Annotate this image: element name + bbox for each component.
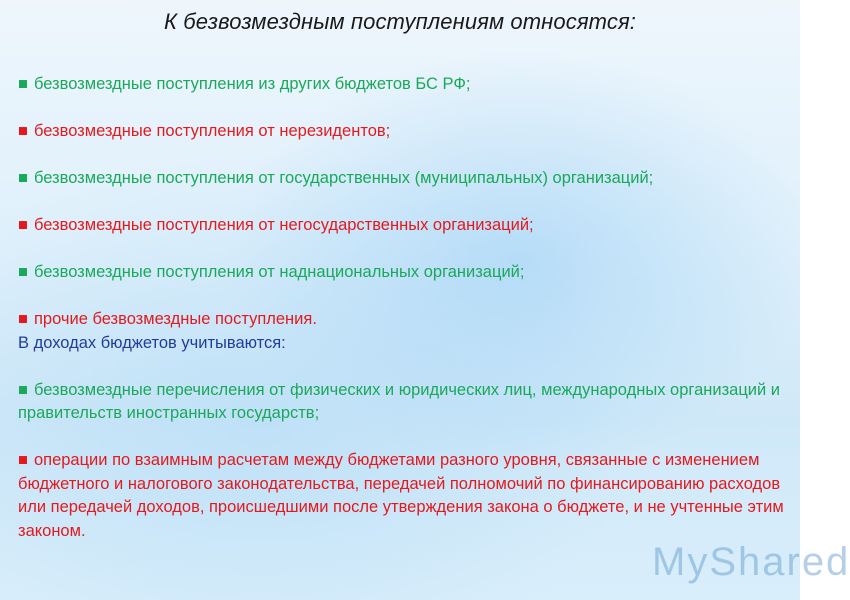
watermark: MyShared — [652, 540, 850, 584]
list-item — [18, 73, 790, 97]
list-item-text: безвозмездные перечисления от физических и юридических лиц, международных организаций и правительств иностранных государств; — [18, 380, 780, 422]
bullet-icon: ■ — [18, 169, 28, 187]
bullet-icon: ■ — [18, 75, 28, 93]
bullet-icon: ■ — [18, 263, 28, 281]
bullet-icon: ■ — [18, 380, 28, 399]
list-item-text: безвозмездные поступления от нерезидентов; — [33, 122, 391, 140]
content — [18, 73, 790, 543]
list-item-text: операции по взаимным расчетам между бюджетами разного уровня, связанные с изменением бюджетного и налогового законодательства, передачей полномочий по финансированию расходов или передачей доходов, происшедшими после утверждения закона о бюджете, и не учтенные этим законом. — [18, 451, 784, 540]
subheading: В доходах бюджетов учитываются: — [18, 333, 286, 352]
bullet-icon: ■ — [18, 451, 28, 469]
list-item-text: прочие безвозмездные поступления. — [33, 310, 317, 328]
list-item — [18, 449, 790, 543]
list-item-text: безвозмездные поступления от негосударственных организаций; — [33, 216, 534, 234]
list-item — [18, 214, 790, 238]
list-item — [18, 120, 790, 144]
bullet-icon: ■ — [18, 216, 28, 234]
list-item — [18, 167, 790, 191]
list-item-text: безвозмездные поступления от государственных (муниципальных) организаций; — [33, 169, 654, 187]
slide-title: К безвозмездным поступлениям относятся: — [163, 9, 637, 34]
list-item — [18, 308, 790, 332]
bullet-icon: ■ — [18, 310, 28, 328]
bullet-icon: ■ — [18, 122, 28, 140]
list-item-text: безвозмездные поступления от наднациональных организаций; — [33, 263, 525, 281]
list-item — [18, 379, 790, 426]
list-item — [18, 261, 790, 285]
list-item-text: безвозмездные поступления из других бюджетов БС РФ; — [33, 75, 471, 93]
